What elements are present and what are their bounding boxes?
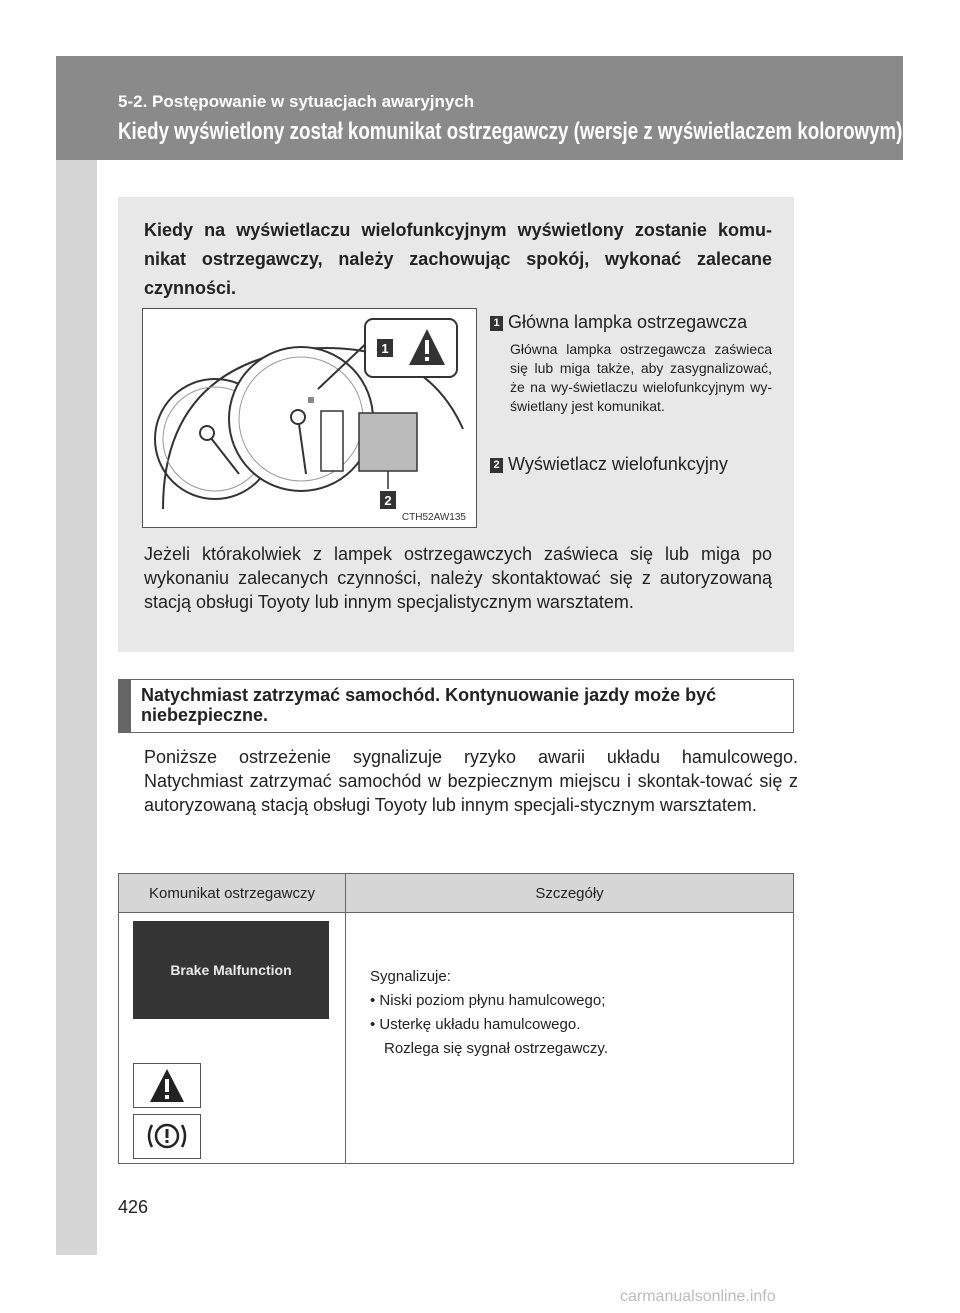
warning-message-table (118, 873, 794, 1164)
instrument-cluster-figure (142, 308, 477, 528)
warning-triangle-icon (133, 1063, 201, 1108)
warning-heading: Natychmiast zatrzymać samochód. Kontynuowanie jazdy może być niebezpieczne. (141, 685, 717, 725)
legend-label-2: Wyświetlacz wielofunkcyjny (508, 454, 728, 474)
warning-heading-box (118, 679, 794, 733)
legend-label-1: Główna lampka ostrzegawcza (508, 312, 748, 332)
svg-text:1: 1 (381, 341, 389, 356)
figure-code: CTH52AW135 (401, 512, 466, 523)
details-item: • Niski poziom płynu hamulcowego; (370, 992, 606, 1009)
details-lead: Sygnalizuje: (370, 968, 451, 985)
svg-text:2: 2 (384, 493, 392, 508)
brake-malfunction-display: Brake Malfunction (133, 921, 329, 1019)
column-header-message: Komunikat ostrzegawczy (119, 874, 346, 913)
warning-body: Poniższe ostrzeżenie sygnalizuje ryzyko awarii układu hamulcowego. Natychmiast zatrzymać samochód w bezpiecznym miejscu i skontak-tować się z autoryzowaną stacją obsługi Toyoty lub innym specjali-stycznym warsztatem. (144, 747, 798, 815)
instrument-cluster-illustration (143, 309, 476, 527)
side-strip (56, 160, 97, 1255)
section-label: 5-2. Postępowanie w sytuacjach awaryjnych (118, 92, 475, 111)
warning-heading-bar (119, 680, 131, 732)
brake-warning-icon (133, 1114, 201, 1159)
legend-number-2: 2 (490, 458, 503, 473)
details-text (346, 913, 793, 1061)
message-cell (119, 913, 346, 1164)
follow-up-text: Jeżeli którakolwiek z lampek ostrzegawczych zaświeca się lub miga po wykonaniu zalecanych czynności, należy skontaktować się z autoryzowaną stacją obsługi Toyoty lub innym specjalistycznym warsztatem. (144, 544, 772, 612)
details-cell (346, 913, 794, 1164)
legend-description-1: Główna lampka ostrzegawcza zaświeca się lub miga także, aby zasygnalizować, że na wy-świetlaczu wielofunkcyjnym wy-świetlany jest komunikat. (510, 341, 772, 414)
table-row (119, 913, 794, 1164)
legend-item-1 (490, 312, 747, 333)
page-title: Kiedy wyświetlony został komunikat ostrzegawczy (wersje z wyświetlaczem kolorowym) (118, 118, 903, 145)
details-item: • Usterkę układu hamulcowego. (370, 1016, 581, 1033)
watermark: carmanualsonline.info (620, 1288, 776, 1305)
table-header-row (119, 874, 794, 913)
page-number: 426 (118, 1197, 149, 1217)
details-note: Rozlega się sygnał ostrzegawczy. (384, 1040, 608, 1057)
intro-text: Kiedy na wyświetlaczu wielofunkcyjnym wyświetlony zostanie komu-nikat ostrzegawczy, należy zachowując spokój, wykonać zalecane czynności. (144, 220, 772, 298)
legend-number-1: 1 (490, 316, 503, 331)
column-header-details: Szczegóły (346, 874, 794, 913)
legend-item-2 (490, 454, 728, 475)
